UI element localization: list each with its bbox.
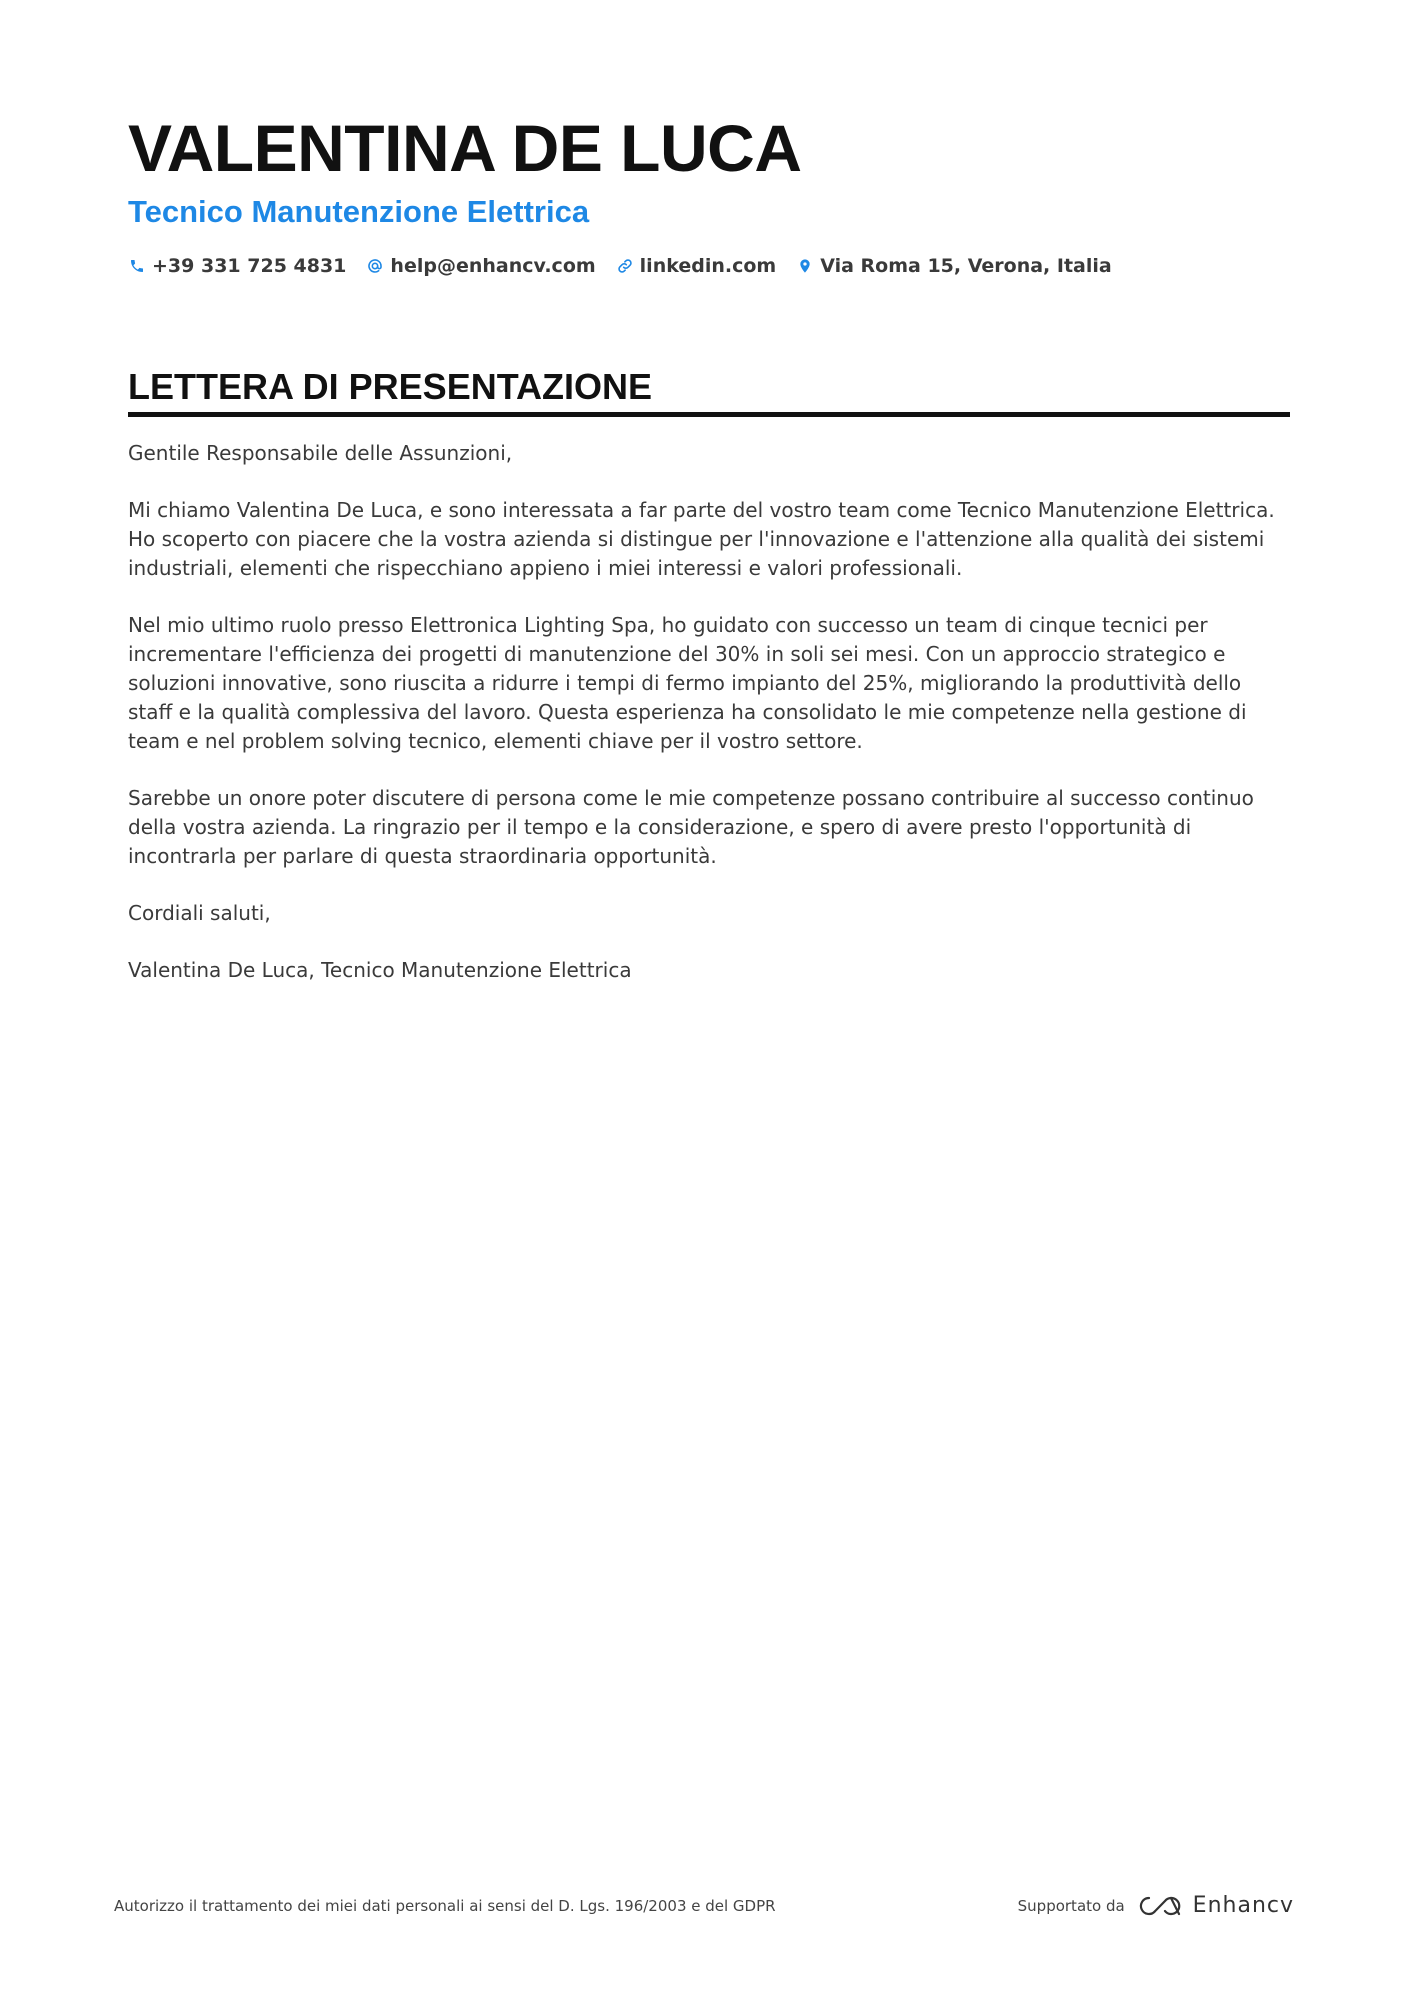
header (128, 112, 1288, 277)
letter-body (128, 439, 1290, 985)
at-icon (366, 257, 384, 275)
link-icon (616, 257, 634, 275)
section-title: LETTERA DI PRESENTAZIONE (128, 366, 1290, 417)
contact-linkedin (616, 255, 777, 277)
brand-name[interactable]: Enhancv (1192, 1893, 1294, 1918)
letter-section (128, 366, 1290, 1013)
email-address[interactable]: help@enhancv.com (390, 255, 596, 277)
linkedin-link[interactable]: linkedin.com (639, 255, 777, 277)
candidate-role: Tecnico Manutenzione Elettrica (128, 194, 590, 229)
contact-bar (128, 255, 1288, 277)
contact-address (796, 255, 1112, 277)
powered-by (1018, 1893, 1294, 1918)
location-pin-icon (796, 257, 814, 275)
address-text: Via Roma 15, Verona, Italia (820, 255, 1112, 277)
footer (114, 1893, 1294, 1918)
letter-paragraph: Nel mio ultimo ruolo presso Elettronica Lighting Spa, ho guidato con successo un team di cinque tecnici per incrementare l'efficienza dei progetti di manutenzione del 30% in soli sei mesi. Con un approccio strategico e soluzioni innovative, sono riuscita a ridurre i tempi di fermo impianto del 25%, migliorando la produttività dello staff e la qualità complessiva del lavoro. Questa esperienza ha consolidato le mie competenze nella gestione di team e nel problem solving tecnico, elementi chiave per il vostro settore. (128, 613, 1247, 753)
enhancv-logo-icon[interactable] (1137, 1894, 1193, 1918)
signature: Valentina De Luca, Tecnico Manutenzione Elettrica (128, 958, 632, 982)
salutation: Gentile Responsabile delle Assunzioni, (128, 441, 513, 465)
candidate-name: VALENTINA DE LUCA (128, 111, 802, 185)
closing: Cordiali saluti, (128, 901, 271, 925)
contact-phone (128, 255, 346, 277)
contact-email (366, 255, 595, 277)
letter-paragraph: Mi chiamo Valentina De Luca, e sono interessata a far parte del vostro team come Tecnico Manutenzione Elettrica. Ho scoperto con piacere che la vostra azienda si distingue per l'innovazione e l'attenzione alla qualità dei sistemi industriali, elementi che rispecchiano appieno i miei interessi e valori professionali. (128, 498, 1275, 580)
phone-icon (128, 257, 146, 275)
privacy-note: Autorizzo il trattamento dei miei dati personali ai sensi del D. Lgs. 196/2003 e del GDPR (114, 1896, 776, 1915)
phone-number[interactable]: +39 331 725 4831 (152, 255, 347, 277)
letter-paragraph: Sarebbe un onore poter discutere di persona come le mie competenze possano contribuire al successo continuo della vostra azienda. La ringrazio per il tempo e la considerazione, e spero di avere presto l'opportunità di incontrarla per parlare di questa straordinaria opportunità. (128, 786, 1254, 868)
powered-by-label: Supportato da (1017, 1896, 1125, 1915)
